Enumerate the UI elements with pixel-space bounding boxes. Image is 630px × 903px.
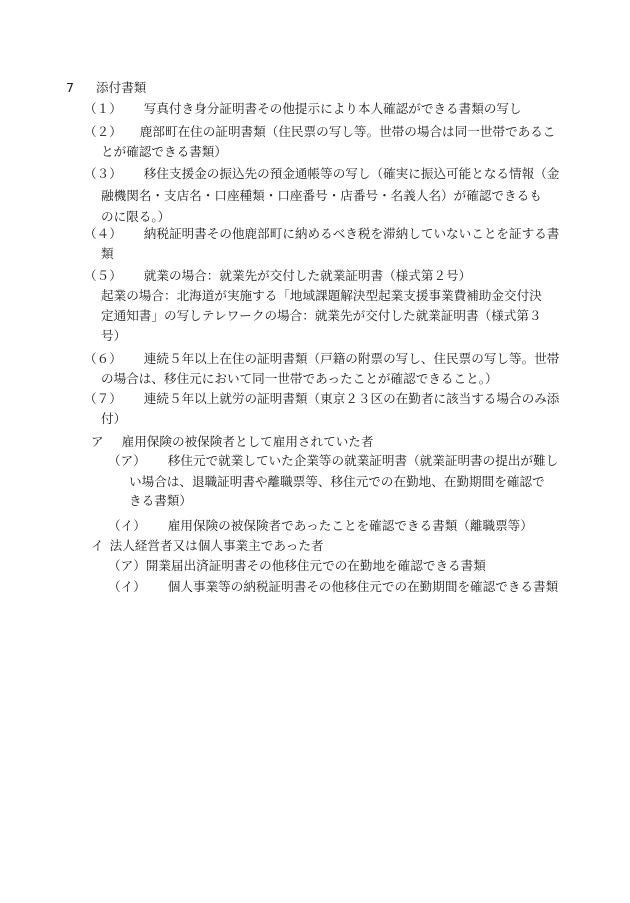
sub-list-item xyxy=(108,556,486,575)
sub-list-item xyxy=(108,451,558,470)
sub-heading xyxy=(91,536,324,555)
item-text: 連続５年以上就労の証明書類（東京２３区の在勤者に該当する場合のみ添 xyxy=(143,391,560,406)
item-text: 連続５年以上在住の証明書類（戸籍の附票の写し、住民票の写し等。世帯 xyxy=(143,351,560,366)
item-text: 写真付き身分証明書その他提示により本人確認ができる書類の写し xyxy=(143,101,522,116)
item-marker: （ア） xyxy=(108,453,146,468)
item-text-continued: 類 xyxy=(101,246,114,261)
item-text-continued: 融機関名・支店名・口座種類・口座番号・店番号・名義人名）が確認できるも xyxy=(101,188,542,203)
item-text-continued: の場合は、移住元において同一世帯であったことが確認できること。） xyxy=(101,371,498,386)
item-text: 雇用保険の被保険者であったことを確認できる書類（離職票等） xyxy=(167,518,533,533)
item-marker: （６） xyxy=(84,351,122,366)
sub-marker: イ xyxy=(91,538,104,553)
item-text: 納税証明書その他鹿部町に納めるべき税を滞納していないことを証する書 xyxy=(143,226,560,241)
list-item xyxy=(84,224,559,243)
item-text-continued: 付） xyxy=(101,411,127,426)
list-item xyxy=(84,389,559,408)
item-marker: （３） xyxy=(84,166,122,181)
item-text: 個人事業等の納税証明書その他移住元での在勤期間を確認できる書類 xyxy=(167,579,559,594)
item-marker: （５） xyxy=(84,268,122,283)
section-heading xyxy=(66,78,146,97)
item-marker: （イ） xyxy=(108,518,146,533)
section-title: 添付書類 xyxy=(96,80,147,95)
list-item xyxy=(84,122,555,141)
item-text: 鹿部町在住の証明書類（住民票の写し等。世帯の場合は同一世帯であるこ xyxy=(139,124,556,139)
item-text: 就業の場合：就業先が交付した就業証明書（様式第２号） xyxy=(143,268,472,283)
item-marker: （４） xyxy=(84,226,122,241)
item-text-continued: い場合は、退職証明書や離職票等、移住元での在勤地、在勤期間を確認で xyxy=(129,474,545,489)
list-item xyxy=(84,266,471,285)
section-number: 7 xyxy=(66,80,75,95)
item-marker: （１） xyxy=(84,101,122,116)
list-item xyxy=(84,99,522,118)
sub-list-item xyxy=(108,577,558,596)
sub-marker: ア xyxy=(91,434,104,449)
sub-title: 法人経営者又は個人事業主であった者 xyxy=(109,538,324,553)
sub-title: 雇用保険の被保険者として雇用されていた者 xyxy=(121,434,374,449)
item-text-continued: とが確認できる書類） xyxy=(101,144,227,159)
item-text: 移住支援金の振込先の預金通帳等の写し（確実に振込可能となる情報（金 xyxy=(143,166,560,181)
item-marker: （ア） xyxy=(108,558,146,573)
item-text-continued: のに限る。） xyxy=(101,209,171,224)
item-marker: （２） xyxy=(84,124,122,139)
item-text: 移住元で就業していた企業等の就業証明書（就業証明書の提出が難し xyxy=(167,453,559,468)
item-text-continued: 定通知書」の写しテレワークの場合：就業先が交付した就業証明書（様式第３ xyxy=(101,308,542,323)
list-item xyxy=(84,164,559,183)
item-text-continued: 起業の場合：北海道が実施する「地域課題解決型起業支援事業費補助金交付決 xyxy=(101,288,542,303)
item-marker: （７） xyxy=(84,391,122,406)
sub-heading xyxy=(91,432,373,451)
item-marker: （イ） xyxy=(108,579,146,594)
item-text: 開業届出済証明書その他移住元での在勤地を確認できる書類 xyxy=(145,558,486,573)
item-text-continued: きる書類） xyxy=(129,493,192,508)
sub-list-item xyxy=(108,516,533,535)
list-item xyxy=(84,349,559,368)
item-text-continued: 号） xyxy=(101,328,127,343)
